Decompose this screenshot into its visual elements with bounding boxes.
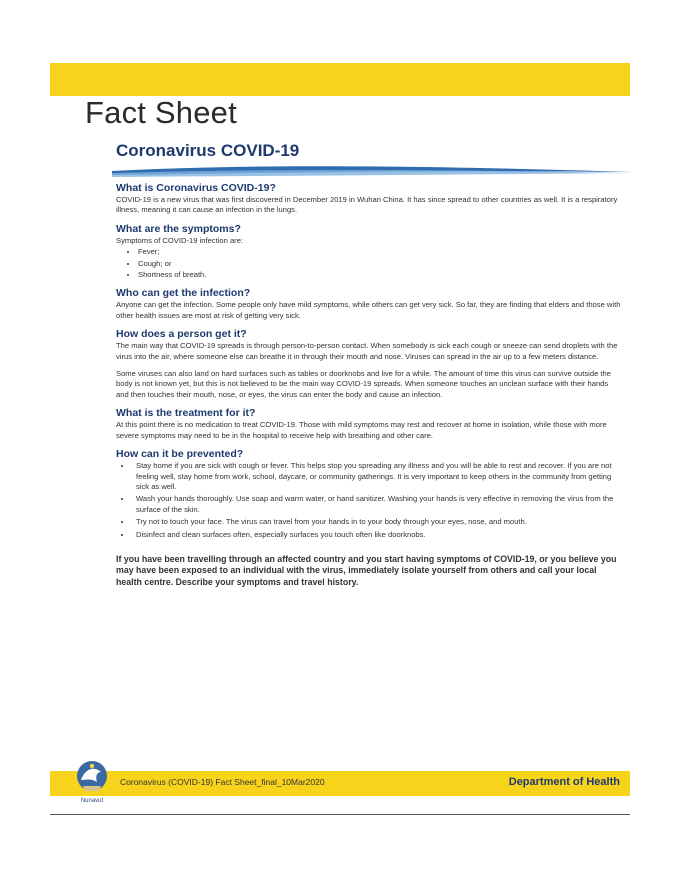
section-heading: How can it be prevented? — [116, 448, 244, 461]
section-who — [116, 287, 621, 321]
header-yellow-band — [50, 63, 630, 96]
page-title: Fact Sheet — [85, 95, 237, 130]
section-paragraph: Some viruses can also land on hard surfaces such as tables or doorknobs and live for a while. The amount of time this virus can survive outside the body is not known yet, but this is not believed to be the main way COVID-19 spreads. When someone touches an unclean surface with their hands and then touches their mouth, nose, or eyes, the virus can enter the body and cause an infection. — [116, 369, 611, 399]
list-item: • Fever; — [138, 247, 621, 257]
section-paragraph: COVID-19 is a new virus that was first discovered in December 2019 in Wuhan China. It has since spread to other countries as well. It is a respiratory illness, meaning it can cause an infection in the lungs. — [116, 195, 618, 215]
list-item: • Shortness of breath. — [138, 270, 621, 280]
section-paragraph: At this point there is no medication to treat COVID-19. Those with mild symptoms may rest and recover at home in isolation, while those with more severe symptoms may need to be in the hospital to receive help with breathing and other care. — [116, 420, 607, 440]
section-how-spread — [116, 328, 621, 400]
list-item: • Stay home if you are sick with cough or fever. This helps stop you spreading any illness and you will be able to rest and recover. If you are not feeling well, stay home from work, school, daycare, or community gatherings. It is very important to keep others in the community from getting sick as well. — [132, 461, 621, 492]
footer-rule — [50, 814, 630, 815]
prevention-list — [116, 461, 621, 540]
blue-swoosh-divider — [112, 163, 632, 179]
logo-wordmark: Nunavut — [80, 798, 104, 804]
section-heading: What are the symptoms? — [116, 222, 241, 235]
section-paragraph: Anyone can get the infection. Some people only have mild symptoms, while others can get very sick. So far, they are finding that elders and those with other health issues are most at risk of getting very sick. — [116, 300, 621, 320]
section-heading: What is the treatment for it? — [116, 407, 256, 420]
section-heading: How does a person get it? — [116, 328, 247, 341]
section-symptoms — [116, 223, 621, 281]
main-content — [116, 182, 621, 588]
document-subtitle: Coronavirus COVID-19 — [116, 141, 300, 160]
list-item: • Disinfect and clean surfaces often, especially surfaces you touch often like doorknobs. — [132, 530, 621, 540]
closing-advice: If you have been travelling through an affected country and you start having symptoms of COVID-19, or you believe you may have been exposed to an individual with the virus, immediately isolate yourself from others and call your local health centre. Describe your symptoms and travel history. — [116, 553, 617, 587]
section-intro: Symptoms of COVID-19 infection are: — [116, 235, 244, 245]
section-heading: Who can get the infection? — [116, 287, 251, 300]
section-heading: What is Coronavirus COVID-19? — [116, 182, 276, 194]
section-treatment — [116, 407, 621, 441]
section-paragraph: The main way that COVID-19 spreads is through person-to-person contact. When somebody is sick each cough or sneeze can send droplets with the virus into the air, where someone else can breathe it in through their mouth and nose. Viruses can spread in the air up to a few meters distance. — [116, 341, 618, 361]
list-item: • Cough; or — [138, 259, 621, 269]
footer-department: Department of Health — [508, 776, 620, 788]
section-prevention — [116, 448, 621, 540]
symptom-list — [116, 247, 621, 280]
footer-document-name: Coronavirus (COVID-19) Fact Sheet_final_10Mar2020 — [120, 777, 325, 787]
section-what-is — [116, 182, 621, 216]
list-item: • Try not to touch your face. The virus can travel from your hands in to your body through your eyes, nose, and mouth. — [132, 517, 621, 527]
list-item: • Wash your hands thoroughly. Use soap and warm water, or hand sanitizer. Washing your hands is very effective in removing the virus from the surface of the skin. — [132, 494, 621, 515]
